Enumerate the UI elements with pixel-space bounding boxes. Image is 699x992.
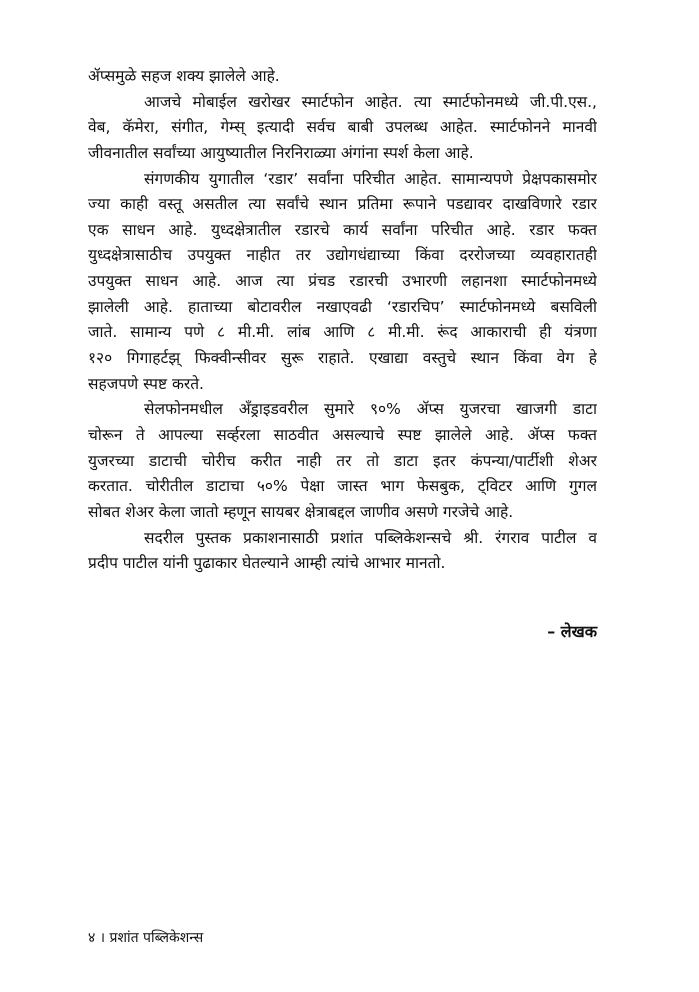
- text-line: जीवनातील सर्वांच्या आयुष्यातील निरनिराळ्या अंगांना स्पर्श केला आहे.: [88, 143, 474, 162]
- text-line: १२० गिगाहर्टझ् फिक्वीन्सीवर सुरू राहाते. एखाद्या वस्तुचे स्थान किंवा वेग हे: [88, 349, 597, 368]
- text-line: युजरच्या डाटाची चोरीच करीत नाही तर तो डाटा इतर कंपन्या/पार्टीशी शेअर: [88, 451, 597, 470]
- page-footer: ४ । प्रशांत पब्लिकेशन्स: [88, 930, 204, 946]
- text-line: सहजपणे स्पष्ट करते.: [88, 374, 204, 393]
- text-line: संगणकीय युगातील ‘रडार’ सर्वांना परिचीत आहेत. सामान्यपणे प्रेक्षपकासमोर: [144, 169, 597, 188]
- page-body: [88, 64, 597, 577]
- text-line: उपयुक्त साधन आहे. आज त्या प्रंचड रडारची उभारणी लहानशा स्मार्टफोनमध्ये: [88, 272, 597, 291]
- text-line: सोबत शेअर केला जातो म्हणून सायबर क्षेत्राबद्दल जाणीव असणे गरजेचे आहे.: [88, 502, 514, 521]
- text-line: आजचे मोबाईल खरोखर स्मार्टफोन आहेत. त्या स्मार्टफोनमध्ये जी.पी.एस.,: [144, 92, 597, 111]
- text-line: एक साधन आहे. युध्दक्षेत्रातील रडारचे कार्य सर्वांना परिचीत आहे. रडार फक्त: [88, 220, 597, 239]
- text-line: सेलफोनमधील अँड्राइडवरील सुमारे ९०% ॲप्स युजरचा खाजगी डाटा: [144, 400, 597, 419]
- text-line: ॲप्समुळे सहज शक्य झालेले आहे.: [88, 67, 280, 85]
- text-line: ज्या काही वस्तू असतील त्या सर्वांचे स्थान प्रतिमा रूपाने पडद्यावर दाखविणारे रडार: [88, 195, 597, 214]
- text-line: प्रदीप पाटील यांनी पुढाकार घेतल्याने आम्ही त्यांचे आभार मानतो.: [88, 554, 446, 573]
- text-line: जाते. सामान्य पणे ८ मी.मी. लांब आणि ८ मी.मी. रूंद आकाराची ही यंत्रणा: [88, 323, 597, 342]
- text-line: चोरून ते आपल्या सर्व्हरला साठवीत असल्याचे स्पष्ट झालेले आहे. ॲप्स फक्त: [88, 425, 597, 444]
- author-signature: – लेखक: [547, 622, 597, 641]
- text-line: झालेली आहे. हाताच्या बोटावरील नखाएवढी ‘रडारचिप’ स्मार्टफोनमध्ये बसविली: [88, 297, 597, 316]
- text-line: युध्दक्षेत्रासाठीच उपयुक्त नाहीत तर उद्योगधंद्याच्या किंवा दररोजच्या व्यवहारातही: [88, 246, 597, 265]
- text-line: करतात. चोरीतील डाटाचा ५०% पेक्षा जास्त भाग फेसबुक, ट्विटर आणि गुगल: [88, 477, 597, 496]
- text-line: वेब, कॅमेरा, संगीत, गेम्स् इत्यादी सर्वच बाबी उपलब्ध आहेत. स्मार्टफोनने मानवी: [88, 118, 597, 137]
- text-line: सदरील पुस्तक प्रकाशनासाठी प्रशांत पब्लिकेशन्सचे श्री. रंगराव पाटील व: [144, 528, 597, 547]
